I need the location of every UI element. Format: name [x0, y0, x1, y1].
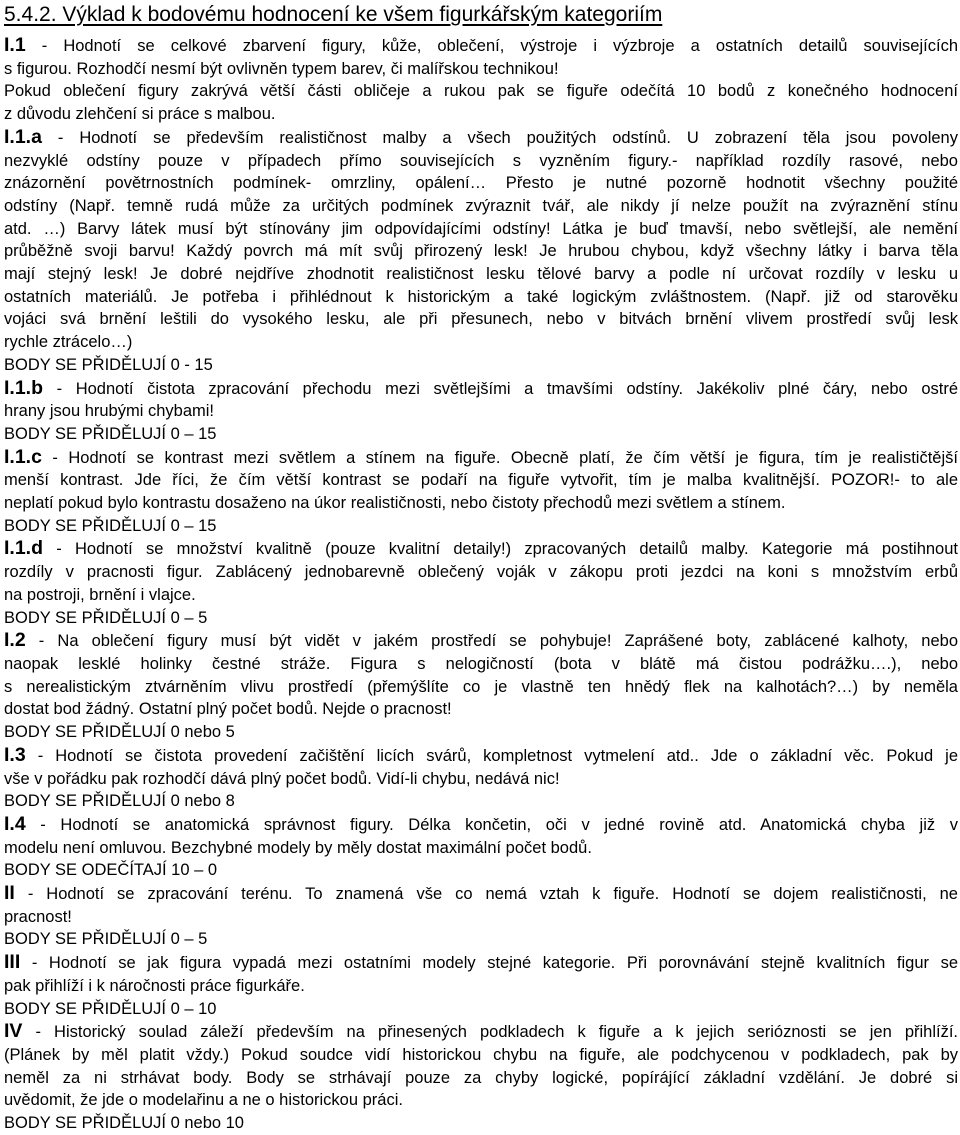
rule-line	[4, 34, 958, 58]
rule-text: - Hodnotí se především realističnost malby a všech použitých odstínů. U zobrazení těla jsou povoleny	[41, 128, 958, 147]
rule-code: IV	[4, 1020, 23, 1043]
rule-line	[4, 240, 958, 263]
rule-code: I.3	[4, 743, 26, 766]
rule-text: mají stejný lesk! Je dobré nejdříve zhodnotit realističnost lesku tělové barvy a podle ní určovat rozdíly v lesku u	[4, 265, 958, 284]
score-line: BODY SE PŘIDĚLUJÍ 0 – 15	[4, 424, 217, 443]
rule-line	[4, 126, 958, 150]
rule-line	[4, 1044, 958, 1067]
score-line: BODY SE PŘIDĚLUJÍ 0 – 5	[4, 930, 208, 949]
rule-block	[4, 126, 958, 377]
rule-code: III	[4, 951, 21, 974]
rule-text: - Hodnotí se zpracování terénu. To znamená vše co nemá vztah k figuře. Hodnotí se dojem realističnosti, ne	[14, 885, 958, 904]
rule-line	[4, 561, 958, 584]
rule-line	[4, 698, 958, 721]
rule-line	[4, 263, 958, 286]
rule-block	[4, 744, 958, 813]
rule-line	[4, 469, 958, 492]
rule-line	[4, 975, 958, 998]
rule-text: vojáci svá brnění leštili do vysokého lesku, ale při přesunech, nebo v bitvách brnění vlivem prostředí svůj lesk	[4, 310, 958, 329]
rule-text: vše v pořádku pak rozhodčí dává plný počet bodů. Vidí-li chybu, nedává nic!	[4, 769, 560, 788]
document	[4, 0, 958, 1135]
rule-text: modelu není omluvou. Bezchybné modely by měly dostat maximální počet bodů.	[4, 838, 592, 857]
score-line: BODY SE PŘIDĚLUJÍ 0 nebo 8	[4, 792, 235, 811]
rule-line	[4, 584, 958, 607]
rule-text: menší kontrast. Jde říci, že čím větší kontrast se podaří na figuře vytvořit, tím je malba kvalitnější. POZOR!- to ale	[4, 471, 958, 490]
rule-text: pak přihlíží i k náročnosti práce figurkáře.	[4, 976, 305, 995]
rule-line	[4, 492, 958, 515]
rule-text: rychle ztrácelo…)	[4, 333, 133, 352]
rule-text: s figurou. Rozhodčí nesmí být ovlivněn typem barev, či malířskou technikou!	[4, 59, 559, 78]
rule-line	[4, 629, 958, 653]
score-line: BODY SE PŘIDĚLUJÍ 0 – 10	[4, 999, 217, 1018]
rule-line	[4, 837, 958, 860]
rule-text: znázornění povětrnostních podmínek- omrzliny, opálení… Přesto je nutné pozorně hodnotit všechny použité	[4, 174, 958, 193]
rule-text: uvědomit, že jde o modelařinu a ne o historickou práci.	[4, 1091, 403, 1110]
rule-line	[4, 676, 958, 699]
rule-line	[4, 813, 958, 837]
rule-line	[4, 446, 958, 470]
score-line: BODY SE PŘIDĚLUJÍ 0 - 15	[4, 355, 213, 374]
rule-line	[4, 906, 958, 929]
rule-line	[4, 1067, 958, 1090]
rule-line	[4, 537, 958, 561]
score-line: BODY SE PŘIDĚLUJÍ 0 nebo 10	[4, 1114, 244, 1133]
rule-text: hrany jsou hrubými chybami!	[4, 402, 215, 421]
rule-text: odstíny (Např. temně rudá může za určitých podmínek zvýraznit tvář, ale nikdy jí nelze použít na zvýraznění stínu	[4, 196, 958, 215]
rule-block	[4, 813, 958, 882]
rule-code: I.1.b	[4, 376, 44, 399]
score-line: BODY SE ODEČÍTAJÍ 10 – 0	[4, 861, 218, 880]
rule-text: dostat bod žádný. Ostatní plný počet bodů. Nejde o pracnost!	[4, 700, 452, 719]
rule-text: Pokud oblečení figury zakrývá větší části obličeje a rukou pak se figuře odečítá 10 bodů z konečného hodnocení	[4, 82, 958, 101]
rule-line	[4, 400, 958, 423]
rule-block	[4, 537, 958, 629]
rule-text: - Hodnotí se kontrast mezi světlem a stínem na figuře. Obecně platí, že čím větší je figura, tím je realističtější	[41, 448, 958, 467]
rule-line	[4, 150, 958, 173]
rule-text: průběžně svoji barvu! Každý povrch má mít svůj přirozený lesk! Je hrubou chybou, když všechny látky i barva těla	[4, 242, 958, 261]
score-line: BODY SE PŘIDĚLUJÍ 0 – 5	[4, 608, 208, 627]
rule-line	[4, 195, 958, 218]
rule-code: I.1	[4, 34, 26, 56]
rule-line	[4, 653, 958, 676]
rule-block	[4, 377, 958, 446]
rule-text: z důvodu zlehčení si práce s malbou.	[4, 105, 276, 124]
rule-text: naopak lesklé holinky čestné stráže. Figura s nelogičností (bota v blátě má čistou podrážku….), nebo	[4, 654, 958, 673]
rule-line	[4, 744, 958, 768]
rule-text: - Hodnotí se jak figura vypadá mezi ostatními modely stejné kategorie. Při porovnávání stejně kvalitních figur se	[20, 954, 958, 973]
rule-code: I.1.c	[4, 445, 42, 468]
rule-block	[4, 34, 958, 126]
rule-line	[4, 218, 958, 241]
rule-text: pracnost!	[4, 907, 72, 926]
rule-line	[4, 331, 958, 354]
rule-text: atd. …) Barvy látek musí být stínovány jim odpovídajícími odstíny! Látka je buď tmavší, nebo světlejší, ale nemění	[4, 219, 958, 238]
rule-line	[4, 768, 958, 791]
rule-text: neměl za ni strhávat body. Body se strhávají pouze za chyby logické, popírájící základní vzdělání. Je dobré si	[4, 1068, 958, 1087]
rule-line	[4, 1020, 958, 1044]
rule-text: na postroji, brnění i vlajce.	[4, 585, 196, 604]
score-line: BODY SE PŘIDĚLUJÍ 0 nebo 5	[4, 723, 235, 742]
rule-text: rozdíly v pracnosti figur. Zablácený jednobarevně oblečený voják v zákopu proti jezdci na koni s množstvím erbů	[4, 563, 958, 582]
rule-text: s nerealistickým ztvárněním vlivu prostředí (přemýšlíte co je vlastně ten hnědý flek na kalhotách?…) by neměla	[4, 677, 958, 696]
rule-code: I.1.d	[4, 537, 44, 560]
rule-line	[4, 951, 958, 975]
score-line: BODY SE PŘIDĚLUJÍ 0 – 15	[4, 516, 217, 535]
rule-text: - Historický soulad záleží především na přinesených podkladech k figuře a k jejich serióznosti se jen přihlíží.	[22, 1023, 958, 1042]
rule-text: nezvyklé odstíny pouze v případech přímo souvisejících s vyzněním figury.- například rozdíly rasové, nebo	[4, 151, 958, 170]
rule-line	[4, 1089, 958, 1112]
rule-text: - Hodnotí čistota zpracování přechodu mezi světlejšími a tmavšími odstíny. Jakékoliv plné čáry, nebo ostré	[43, 379, 958, 398]
rule-line	[4, 882, 958, 906]
rule-text: neplatí pokud bylo kontrastu dosaženo na úkor realističnosti, nebo čistoty přechodů mezi světlem a stínem.	[4, 494, 786, 513]
rule-text: - Hodnotí se čistota provedení začištění licích svárů, kompletnost vytmelení atd.. Jde o základní věc. Pokud je	[25, 746, 958, 765]
rule-block	[4, 951, 958, 1020]
rule-block	[4, 1020, 958, 1135]
rules-list	[4, 34, 958, 1135]
rule-line	[4, 308, 958, 331]
rule-text: - Hodnotí se celkové zbarvení figury, kůže, oblečení, výstroje i výzbroje a ostatních detailů souvisejících	[25, 37, 958, 55]
section-heading: 5.4.2. Výklad k bodovému hodnocení ke všem figurkářským kategoriím	[4, 3, 663, 26]
rule-code: I.4	[4, 812, 26, 835]
rule-code: I.2	[4, 629, 26, 652]
rule-line	[4, 172, 958, 195]
rule-block	[4, 629, 958, 744]
rule-line	[4, 377, 958, 401]
rule-text: - Hodnotí se anatomická správnost figury. Délka končetin, oči v jedné rovině atd. Anatomická chyba již v	[25, 815, 958, 834]
rule-code: I.1.a	[4, 125, 42, 148]
rule-line	[4, 80, 958, 103]
rule-line	[4, 103, 958, 126]
rule-text: - Hodnotí se množství kvalitně (pouze kvalitní detaily!) zpracovaných detailů malby. Kategorie má postihnout	[43, 540, 958, 559]
rule-text: - Na oblečení figury musí být vidět v jakém prostředí se pohybuje! Zaprášené boty, zablácené kalhoty, nebo	[25, 632, 958, 651]
rule-code: II	[4, 882, 15, 905]
rule-text: ostatních materiálů. Je potřeba i přihlédnout k historickým a také logickým zvláštnostem. (Např. již od starověku	[4, 287, 958, 306]
rule-line	[4, 58, 958, 81]
rule-text: (Plánek by měl platit vždy.) Pokud soudce vidí historickou chybu na figuře, ale podchycenou v podkladech, pak by	[4, 1045, 958, 1064]
rule-block	[4, 882, 958, 951]
rule-block	[4, 446, 958, 538]
rule-line	[4, 286, 958, 309]
